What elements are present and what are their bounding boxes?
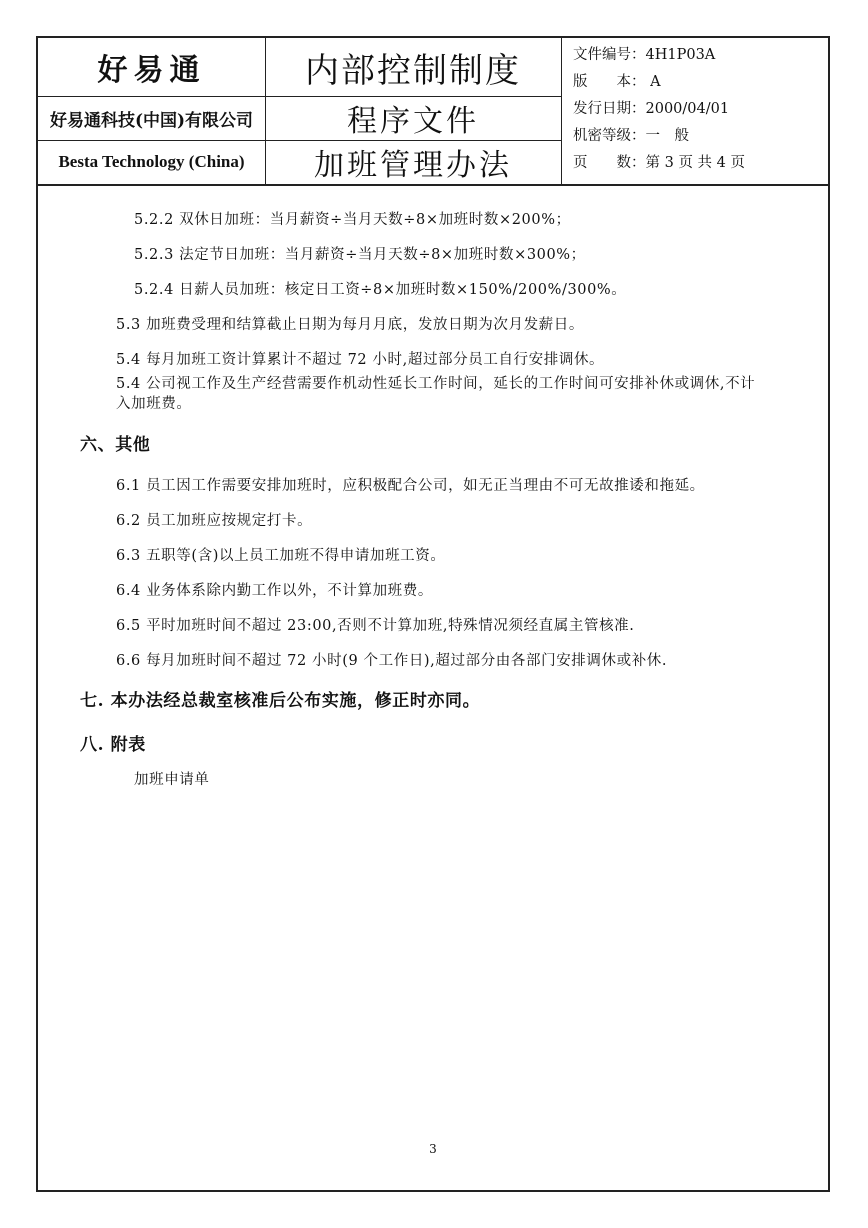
section-6-title: 六、其他: [80, 435, 151, 455]
clause-6-3: 6.3 五职等(含)以上员工加班不得申请加班工资。: [116, 548, 446, 564]
header-divider: [38, 140, 561, 141]
doc-version: 版 本： A: [573, 74, 661, 90]
clause-5-4-a: 5.4 每月加班工资计算累计不超过 72 小时,超过部分员工自行安排调休。: [116, 352, 605, 368]
clause-6-4: 6.4 业务体系除内勤工作以外，不计算加班费。: [116, 583, 433, 599]
page-number: 3: [429, 1142, 437, 1156]
title-sub: 程序文件: [347, 104, 479, 139]
company-name-en: Besta Technology (China): [58, 152, 245, 171]
clause-5-4-b: [116, 374, 766, 414]
header-divider: [38, 96, 561, 97]
clause-5-2-2: 5.2.2 双休日加班：当月薪资÷当月天数÷8×加班时数×200%；: [134, 212, 571, 228]
clause-6-2: 6.2 员工加班应按规定打卡。: [116, 513, 313, 529]
clause-5-2-4: 5.2.4 日薪人员加班：核定日工资÷8×加班时数×150%/200%/300%。: [134, 282, 627, 298]
brand-name: 好易通: [97, 53, 206, 88]
header-divider: [265, 38, 266, 184]
header-divider: [561, 38, 562, 184]
section-7: 七. 本办法经总裁室核准后公布实施，修正时亦同。: [80, 691, 481, 711]
company-name-cn: 好易通科技(中国)有限公司: [49, 110, 254, 131]
document-meta: [573, 42, 823, 177]
clause-6-1: 6.1 员工因工作需要安排加班时，应积极配合公司，如无正当理由不可无故推诿和拖延。: [116, 478, 705, 494]
clause-5-2-3: 5.2.3 法定节日加班：当月薪资÷当月天数÷8×加班时数×300%；: [134, 247, 586, 263]
document-title: 加班管理办法: [314, 148, 512, 183]
clause-5-4-b-text: 5.4 公司视工作及生产经营需要作机动性延长工作时间，延长的工作时间可安排补休或调休,不计入加班费。: [116, 376, 756, 412]
clause-6-5: 6.5 平时加班时间不超过 23:00,否则不计算加班,特殊情况须经直属主管核准.: [116, 618, 635, 634]
page-frame: [36, 36, 830, 1192]
page-count: 页 数：第 3 页 共 4 页: [573, 155, 745, 171]
doc-number: 文件编号：4H1P03A: [573, 47, 716, 63]
title-main: 内部控制制度: [305, 50, 521, 91]
section-8-title: 八. 附表: [80, 735, 146, 755]
clause-6-6: 6.6 每月加班时间不超过 72 小时(9 个工作日),超过部分由各部门安排调休或补休.: [116, 653, 668, 669]
secrecy-level: 机密等级：一 般: [573, 128, 689, 144]
document-header: [38, 38, 828, 186]
attachment-item: 加班申请单: [134, 772, 210, 788]
clause-5-3: 5.3 加班费受理和结算截止日期为每月月底，发放日期为次月发薪日。: [116, 317, 584, 333]
issue-date: 发行日期：2000/04/01: [573, 101, 730, 117]
